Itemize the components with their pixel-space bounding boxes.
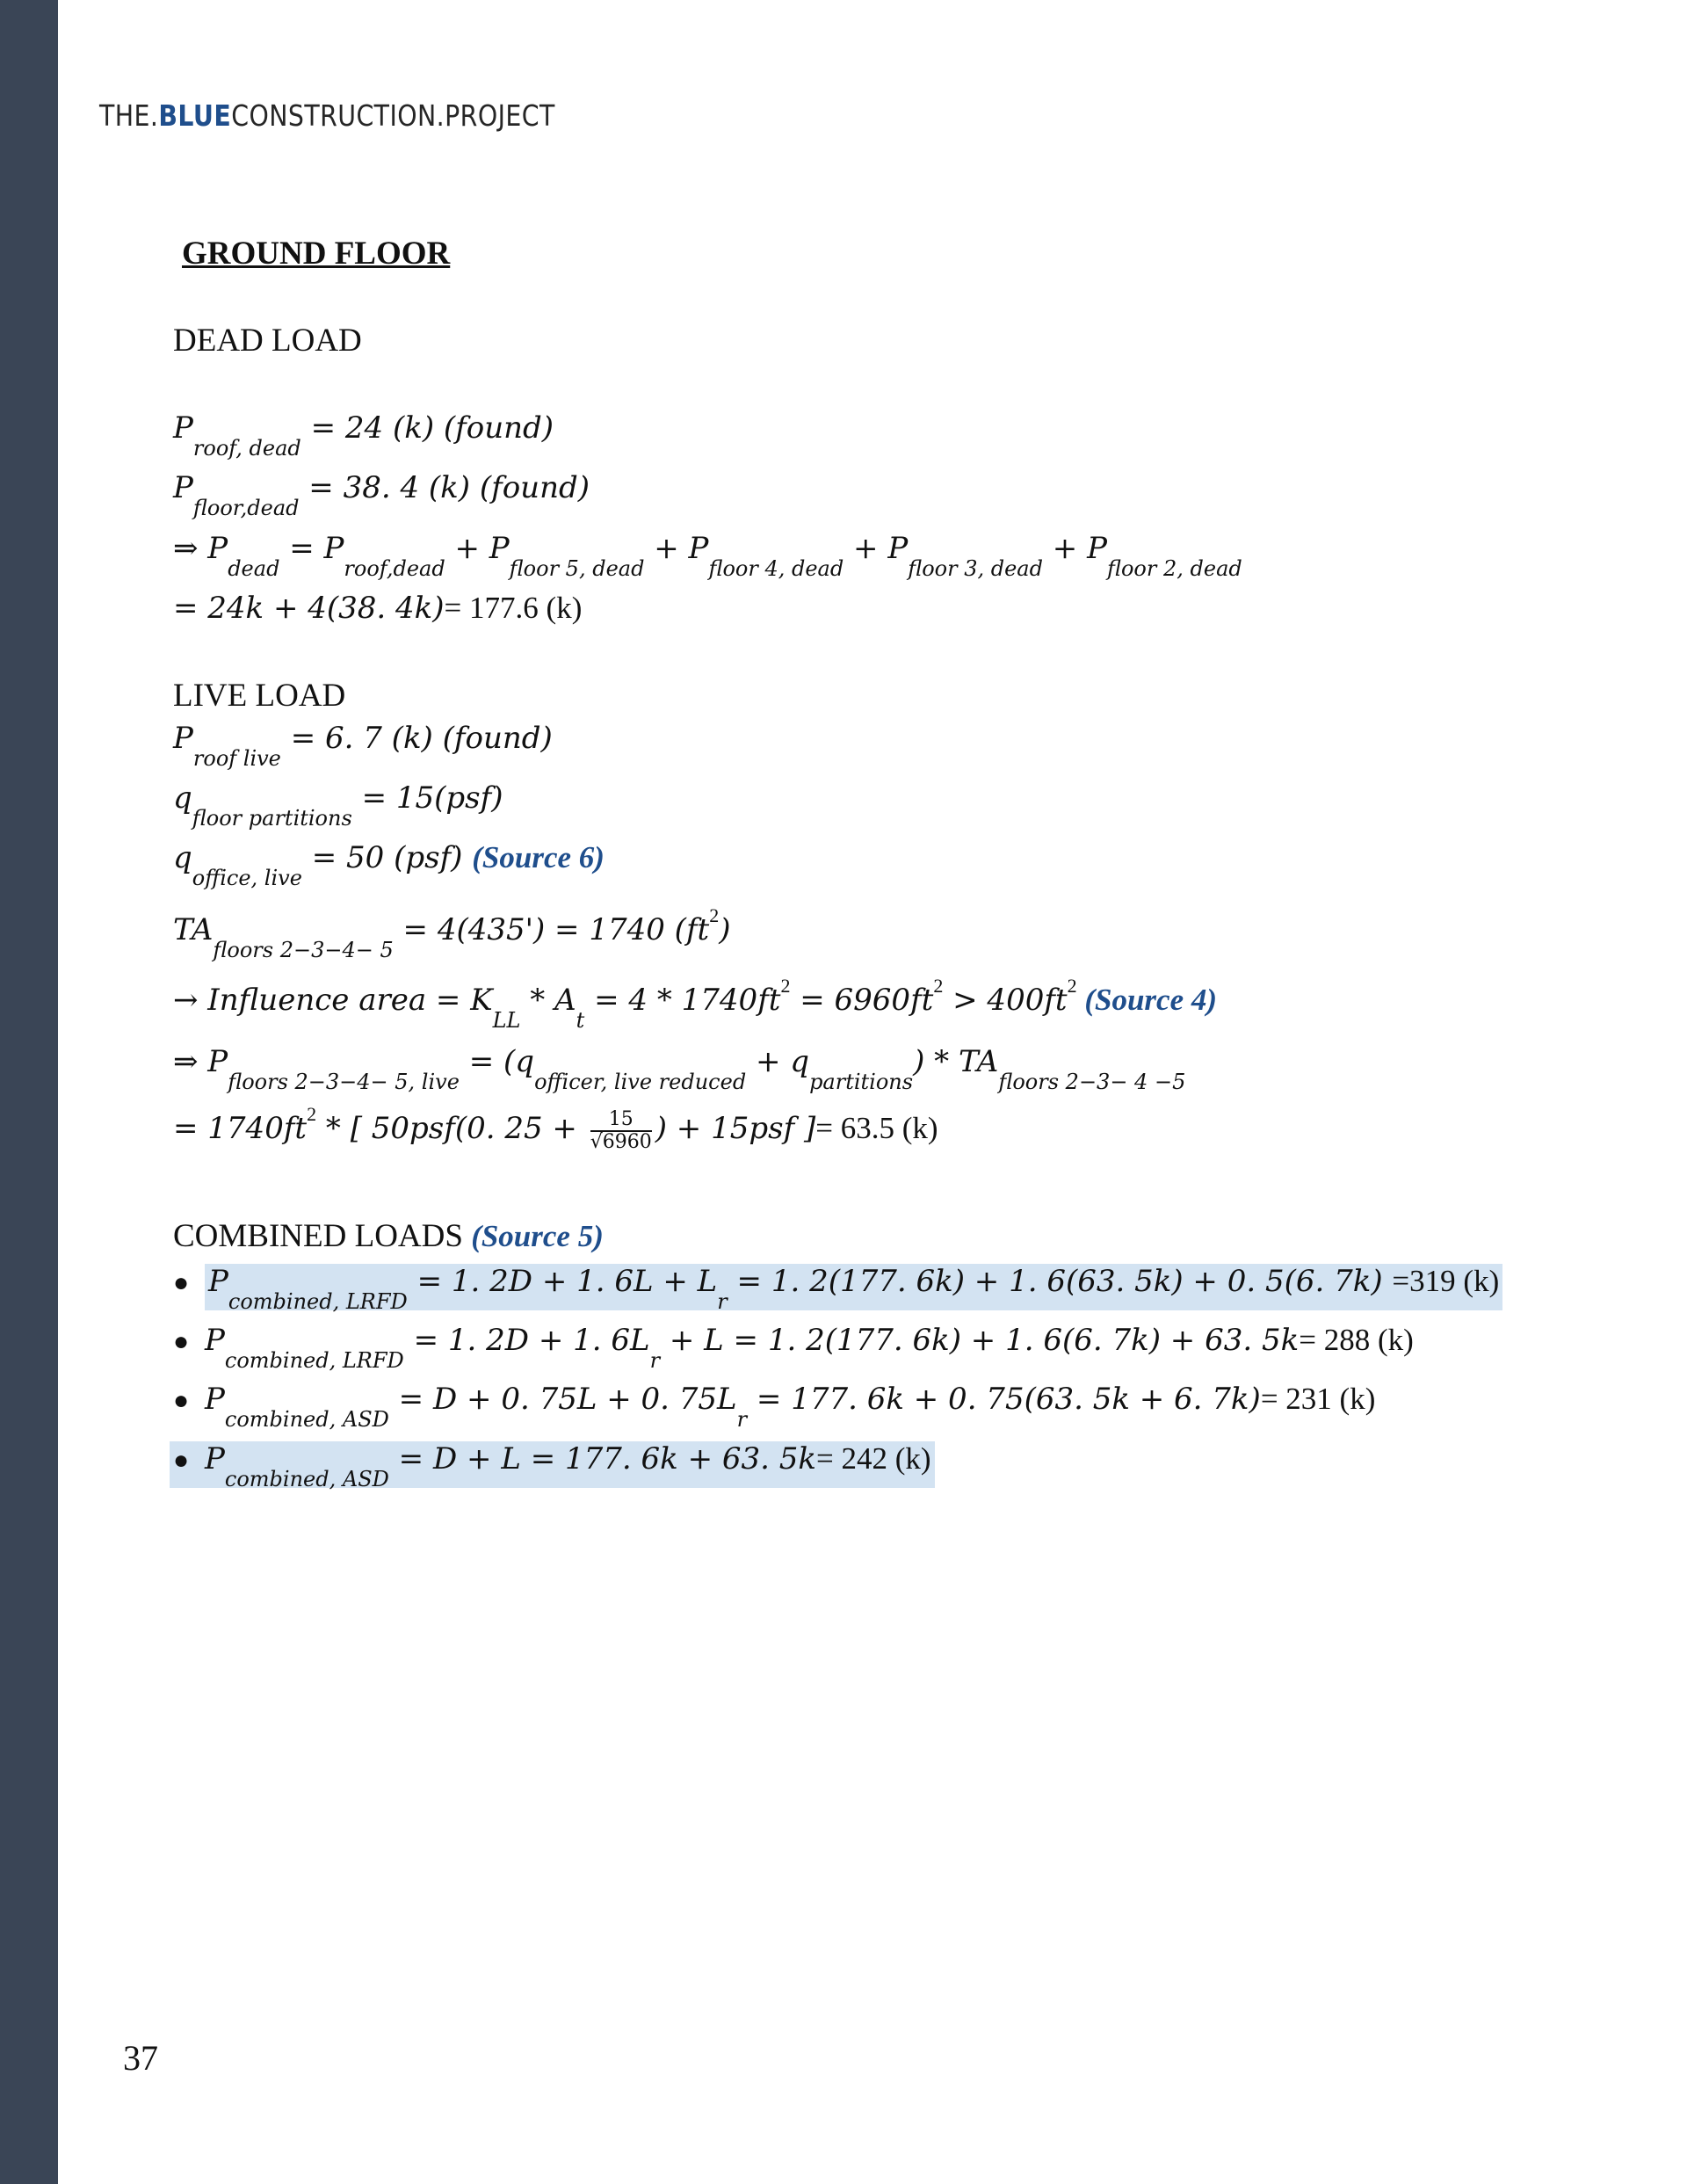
eq-roof-dead: $P_{roof, dead} = 24$ (k) (found) (173, 410, 554, 461)
eq-floors-live-total: = $1740ft^2$ * [ 50psf(0. 25 + $\frac{15}{√6960}$ ) + 15psf ]= 63.5 (k) (173, 1103, 938, 1154)
side-bar (0, 0, 58, 2184)
eq-office-live: $q_{office, live} = 50$ (psf) (Source 6) (173, 840, 605, 890)
source-6-link: (Source 6) (472, 840, 605, 874)
eq-dead-total: = 24k + 4(38. 4k)= 177.6 (k) (173, 591, 583, 626)
dead-load-heading: DEAD LOAD (173, 323, 362, 359)
fraction: $\frac{15}{√6960}$ (590, 1108, 652, 1154)
eq-floor-partitions: $q_{floor partitions} = 15(psf)$ (173, 780, 503, 831)
eq-floor-dead: $P_{floor,dead} = 38$. 4 (k) (found) (173, 470, 590, 520)
eq-tributary-area: $TA_{floors 2-3-4- 5} = 4(435') = 1740$ $(ft^2)$ (173, 904, 731, 962)
live-load-heading: LIVE LOAD (173, 678, 346, 714)
source-5-link: (Source 5) (471, 1219, 604, 1253)
header-logo: THE.BLUECONSTRUCTION.PROJECT (99, 98, 555, 133)
source-4-link: (Source 4) (1076, 983, 1218, 1017)
eq-floors-live: ⇒ $P_{floors 2-3-4- 5, live} = (q_{officer, live reduced} + q_{partitions}) * TA_{floors 2-3- 4 -5}$ (173, 1044, 1186, 1094)
combined-load-item: ● $P_{combined, LRFD} = 1$. 2D + 1. $6L + L_r = 1$. 2(177. 6k) + 1. 6(63. 5k) + 0. 5(6. 7k) =319 (k) (173, 1262, 1502, 1317)
eq-dead-sum: ⇒ $P_{dead} = P_{roof,dead} + P_{floor 5, dead} + P_{floor 4, dead} + P_{floor 3, dead} + P_{floor 2, dead}$ (173, 531, 1242, 581)
combined-load-item: ● $P_{combined, ASD} = D + 0$. 75L + 0. $75L_r = 177$. 6k + 0. 75(63. 5k + 6. 7k)= 231 (k) (173, 1382, 1376, 1432)
eq-influence-area: → Influence area = $K_{LL} * A_t = 4 * 1740ft^2 = 6960ft^2 > 400ft^2$ (Source 4) (173, 975, 1218, 1033)
combined-loads-heading: COMBINED LOADS (Source 5) (173, 1218, 604, 1254)
combined-load-item: ● $P_{combined, LRFD} = 1$. 2D + 1. $6L_r + L = 1$. 2(177. 6k) + 1. 6(6. 7k) + 63. 5k= 288 (k) (173, 1323, 1414, 1373)
page-number: 37 (123, 2038, 158, 2078)
section-title: GROUND FLOOR (182, 236, 451, 272)
eq-roof-live: $P_{roof live} = 6$. 7 (k) (found) (173, 721, 553, 771)
combined-load-item: ● $P_{combined, ASD} = D + L = 177$. 6k + 63. 5k= 242 (k) (173, 1440, 935, 1494)
